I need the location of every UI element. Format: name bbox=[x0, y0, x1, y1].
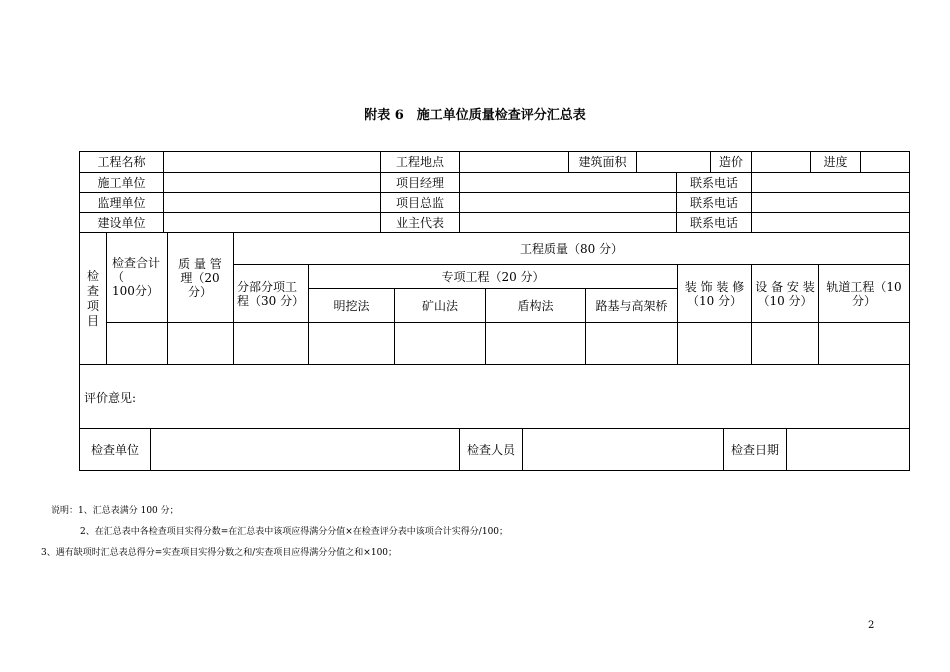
label-opinion: 评价意见: bbox=[84, 391, 137, 405]
label-project-manager: 项目经理 bbox=[395, 175, 444, 190]
note-line-2: 2、在汇总表中各检查项目实得分数=在汇总表中该项应得满分分值×在检查评分表中该项合计实得分/100； bbox=[80, 527, 509, 537]
label-phone: 联系电话 bbox=[689, 195, 738, 210]
label-progress: 进度 bbox=[823, 155, 848, 169]
label-check-total: 检查合计（ 100分） bbox=[112, 256, 161, 298]
label-inspect-item: 检查项目 bbox=[86, 268, 99, 328]
label-mining: 矿山法 bbox=[421, 298, 458, 313]
label-check-date: 检查日期 bbox=[730, 442, 779, 457]
label-chief-supervisor: 项目总监 bbox=[395, 195, 444, 210]
label-phone: 联系电话 bbox=[689, 215, 738, 230]
label-roadbed: 路基与高架桥 bbox=[595, 298, 668, 313]
label-project-name: 工程名称 bbox=[97, 155, 146, 169]
label-shield: 盾构法 bbox=[517, 298, 554, 313]
label-rail: 轨道工程（10 分） bbox=[826, 280, 902, 308]
label-owner: 建设单位 bbox=[97, 215, 146, 230]
label-inspector: 检查人员 bbox=[466, 442, 515, 457]
label-special: 专项工程（20 分） bbox=[441, 269, 545, 284]
note-line-1: 说明：1、汇总表满分 100 分； bbox=[51, 506, 179, 516]
label-phone: 联系电话 bbox=[689, 175, 738, 190]
label-project-location: 工程地点 bbox=[395, 155, 444, 169]
label-project-quality: 工程质量（80 分） bbox=[519, 241, 624, 256]
label-owner-rep: 业主代表 bbox=[395, 215, 444, 230]
page-number: 2 bbox=[868, 620, 875, 631]
label-cost: 造价 bbox=[718, 155, 743, 169]
label-sub-item: 分部分项工程（30 分） bbox=[237, 280, 305, 308]
label-equipment: 设 备 安 装（10 分） bbox=[755, 280, 815, 308]
label-quality-mgmt: 质 量 管 理（20 分） bbox=[178, 257, 222, 299]
label-decoration: 装 饰 装 修（10 分） bbox=[684, 280, 745, 308]
note-line-3: 3、遇有缺项时汇总表总得分=实查项目实得分数之和/实查项目应得满分分值之和×100； bbox=[41, 548, 398, 558]
label-supervisor: 监理单位 bbox=[97, 195, 146, 210]
label-building-area: 建筑面积 bbox=[578, 155, 627, 169]
label-open-cut: 明挖法 bbox=[333, 298, 370, 313]
page-title: 附表 6 施工单位质量检查评分汇总表 bbox=[364, 108, 586, 123]
label-contractor: 施工单位 bbox=[97, 175, 146, 190]
label-check-unit: 检查单位 bbox=[90, 442, 139, 457]
